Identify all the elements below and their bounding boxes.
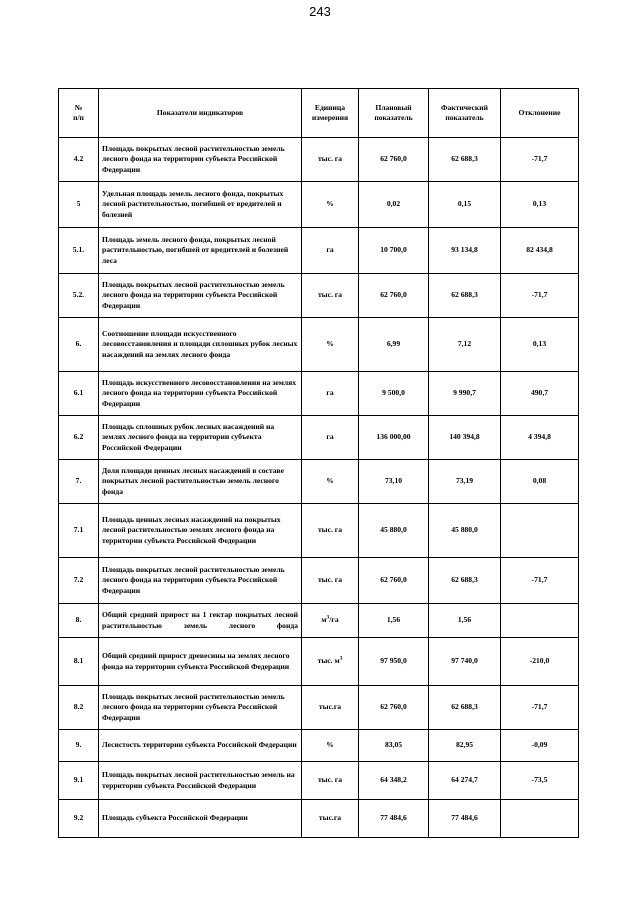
indicator-name: Площадь ценных лесных насаждений на покрытых лесной растительностью землях лесного фонда на территории субъекта Российской Федерации xyxy=(99,504,302,558)
indicator-name: Соотношение площади искусственного лесовосстановления и площади сплошных рубок лесных насаждений на землях лесного фонда xyxy=(99,318,302,372)
indicator-name: Доля площади ценных лесных насаждений в составе покрытых лесной растительностью земель лесного фонда xyxy=(99,460,302,504)
indicator-name: Площадь покрытых лесной растительностью земель на территории субъекта Российской Федерации xyxy=(99,762,302,800)
indicator-name: Площадь покрытых лесной растительностью земель лесного фонда на территории субъекта Российской Федерации xyxy=(99,274,302,318)
unit-tail: /га xyxy=(329,615,339,625)
plan-value: 6,99 xyxy=(359,318,429,372)
unit-cell xyxy=(302,416,359,460)
deviation-value: -210,0 xyxy=(501,638,579,686)
unit-cell xyxy=(302,762,359,800)
deviation-value: 0,08 xyxy=(501,460,579,504)
table-row xyxy=(59,416,579,460)
unit-cell xyxy=(302,686,359,730)
unit-cell xyxy=(302,558,359,604)
unit-cell xyxy=(302,504,359,558)
fact-value: 82,95 xyxy=(429,730,501,762)
row-number: 8. xyxy=(59,604,99,638)
deviation-value: -73,5 xyxy=(501,762,579,800)
unit-cell xyxy=(302,730,359,762)
fact-value: 0,15 xyxy=(429,182,501,228)
unit-text: тыс. га xyxy=(317,575,343,585)
deviation-value: -71,7 xyxy=(501,686,579,730)
fact-value: 1,56 xyxy=(429,604,501,638)
unit-text: га xyxy=(326,245,334,255)
deviation-value: -71,7 xyxy=(501,274,579,318)
plan-value: 45 880,0 xyxy=(359,504,429,558)
row-number: 6.2 xyxy=(59,416,99,460)
indicator-name: Площадь земель лесного фонда, покрытых лесной растительностью, погибшей от вредителей и болезней леса xyxy=(99,228,302,274)
indicators-table xyxy=(58,88,579,838)
plan-value: 83,05 xyxy=(359,730,429,762)
unit-cell xyxy=(302,138,359,182)
indicator-name: Лесистость территории субъекта Российской Федерации xyxy=(99,730,302,762)
unit-text: тыс. га xyxy=(317,290,343,300)
unit-cell xyxy=(302,638,359,686)
deviation-value xyxy=(501,504,579,558)
unit-cell xyxy=(302,372,359,416)
row-number: 5 xyxy=(59,182,99,228)
indicator-name: Общий средний прирост на 1 гектар покрытых лесной растительностью земель лесного фонда xyxy=(99,604,302,638)
unit-text: тыс.га xyxy=(318,702,342,712)
unit-text: % xyxy=(326,740,334,750)
unit-cell xyxy=(302,182,359,228)
table-row xyxy=(59,800,579,838)
fact-value: 62 688,3 xyxy=(429,558,501,604)
unit-text: % xyxy=(326,476,334,486)
table-row xyxy=(59,638,579,686)
fact-value: 64 274,7 xyxy=(429,762,501,800)
fact-value: 97 740,0 xyxy=(429,638,501,686)
deviation-value: 0,13 xyxy=(501,182,579,228)
table-row xyxy=(59,182,579,228)
indicator-name: Площадь покрытых лесной растительностью земель лесного фонда на территории субъекта Российской Федерации xyxy=(99,686,302,730)
page-number: 243 xyxy=(309,4,331,19)
table-row xyxy=(59,504,579,558)
unit-text: м xyxy=(321,615,327,625)
unit-text: га xyxy=(326,388,334,398)
header-plan: Плановый показатель xyxy=(359,89,429,138)
table-row xyxy=(59,604,579,638)
table-row xyxy=(59,730,579,762)
indicator-name: Площадь покрытых лесной растительностью земель лесного фонда на территории субъекта Российской Федерации xyxy=(99,558,302,604)
unit-cell xyxy=(302,460,359,504)
plan-value: 136 000,00 xyxy=(359,416,429,460)
indicator-name: Площадь субъекта Российской Федерации xyxy=(99,800,302,838)
row-number: 7.1 xyxy=(59,504,99,558)
unit-cell xyxy=(302,800,359,838)
row-number: 9. xyxy=(59,730,99,762)
row-number: 5.1. xyxy=(59,228,99,274)
table-row xyxy=(59,686,579,730)
row-number: 7. xyxy=(59,460,99,504)
unit-cell xyxy=(302,318,359,372)
plan-value: 62 760,0 xyxy=(359,686,429,730)
deviation-value xyxy=(501,604,579,638)
table-row xyxy=(59,138,579,182)
row-number: 6.1 xyxy=(59,372,99,416)
unit-text: % xyxy=(326,339,334,349)
unit-superscript: 3 xyxy=(339,655,343,662)
plan-value: 77 484,6 xyxy=(359,800,429,838)
fact-value: 45 880,0 xyxy=(429,504,501,558)
deviation-value xyxy=(501,800,579,838)
row-number: 7.2 xyxy=(59,558,99,604)
plan-value: 9 500,0 xyxy=(359,372,429,416)
header-number: № п/п xyxy=(59,89,99,138)
unit-text: тыс. га xyxy=(317,154,343,164)
deviation-value: -71,7 xyxy=(501,558,579,604)
table-row xyxy=(59,318,579,372)
table-row xyxy=(59,274,579,318)
row-number: 9.1 xyxy=(59,762,99,800)
indicator-name: Площадь покрытых лесной растительностью земель лесного фонда на территории субъекта Российской Федерации xyxy=(99,138,302,182)
unit-cell xyxy=(302,274,359,318)
indicator-name: Общий средний прирост древесины на землях лесного фонда на территории субъекта Российской Федерации xyxy=(99,638,302,686)
plan-value: 10 700,0 xyxy=(359,228,429,274)
unit-text: % xyxy=(326,199,334,209)
unit-text: тыс. га xyxy=(317,525,343,535)
row-number: 8.1 xyxy=(59,638,99,686)
deviation-value: -71,7 xyxy=(501,138,579,182)
unit-text: тыс.га xyxy=(318,813,342,823)
deviation-value: 4 394,8 xyxy=(501,416,579,460)
table-row xyxy=(59,558,579,604)
header-fact: Фактический показатель xyxy=(429,89,501,138)
table-row xyxy=(59,228,579,274)
fact-value: 9 990,7 xyxy=(429,372,501,416)
header-unit: Единица измерения xyxy=(302,89,359,138)
deviation-value: 0,13 xyxy=(501,318,579,372)
fact-value: 62 688,3 xyxy=(429,274,501,318)
fact-value: 77 484,6 xyxy=(429,800,501,838)
fact-value: 93 134,8 xyxy=(429,228,501,274)
fact-value: 73,19 xyxy=(429,460,501,504)
row-number: 9.2 xyxy=(59,800,99,838)
row-number: 8.2 xyxy=(59,686,99,730)
plan-value: 62 760,0 xyxy=(359,138,429,182)
table-header-row xyxy=(59,89,579,138)
row-number: 4.2 xyxy=(59,138,99,182)
unit-cell xyxy=(302,604,359,638)
table-row xyxy=(59,762,579,800)
plan-value: 97 950,0 xyxy=(359,638,429,686)
unit-text: тыс. м xyxy=(317,656,340,666)
deviation-value: 490,7 xyxy=(501,372,579,416)
fact-value: 7,12 xyxy=(429,318,501,372)
deviation-value: 82 434,8 xyxy=(501,228,579,274)
deviation-value: -0,09 xyxy=(501,730,579,762)
indicator-name: Площадь искусственного лесовосстановления на землях лесного фонда на территории субъекта Российской Федерации xyxy=(99,372,302,416)
fact-value: 62 688,3 xyxy=(429,138,501,182)
plan-value: 62 760,0 xyxy=(359,274,429,318)
plan-value: 0,02 xyxy=(359,182,429,228)
unit-text: га xyxy=(326,432,334,442)
plan-value: 62 760,0 xyxy=(359,558,429,604)
indicator-name: Площадь сплошных рубок лесных насаждений на землях лесного фонда на территории субъекта Российской Федерации xyxy=(99,416,302,460)
unit-cell xyxy=(302,228,359,274)
unit-text: тыс. га xyxy=(317,775,343,785)
row-number: 5.2. xyxy=(59,274,99,318)
unit-superscript: 3 xyxy=(326,614,330,621)
header-deviation: Отклонение xyxy=(501,89,579,138)
indicator-name: Удельная площадь земель лесного фонда, покрытых лесной растительностью, погибшей от вредителей и болезней xyxy=(99,182,302,228)
header-indicator: Показатели индикаторов xyxy=(99,89,302,138)
table-row xyxy=(59,460,579,504)
plan-value: 64 348,2 xyxy=(359,762,429,800)
plan-value: 73,10 xyxy=(359,460,429,504)
table-body xyxy=(59,138,579,838)
fact-value: 140 394,8 xyxy=(429,416,501,460)
fact-value: 62 688,3 xyxy=(429,686,501,730)
row-number: 6. xyxy=(59,318,99,372)
plan-value: 1,56 xyxy=(359,604,429,638)
table-row xyxy=(59,372,579,416)
